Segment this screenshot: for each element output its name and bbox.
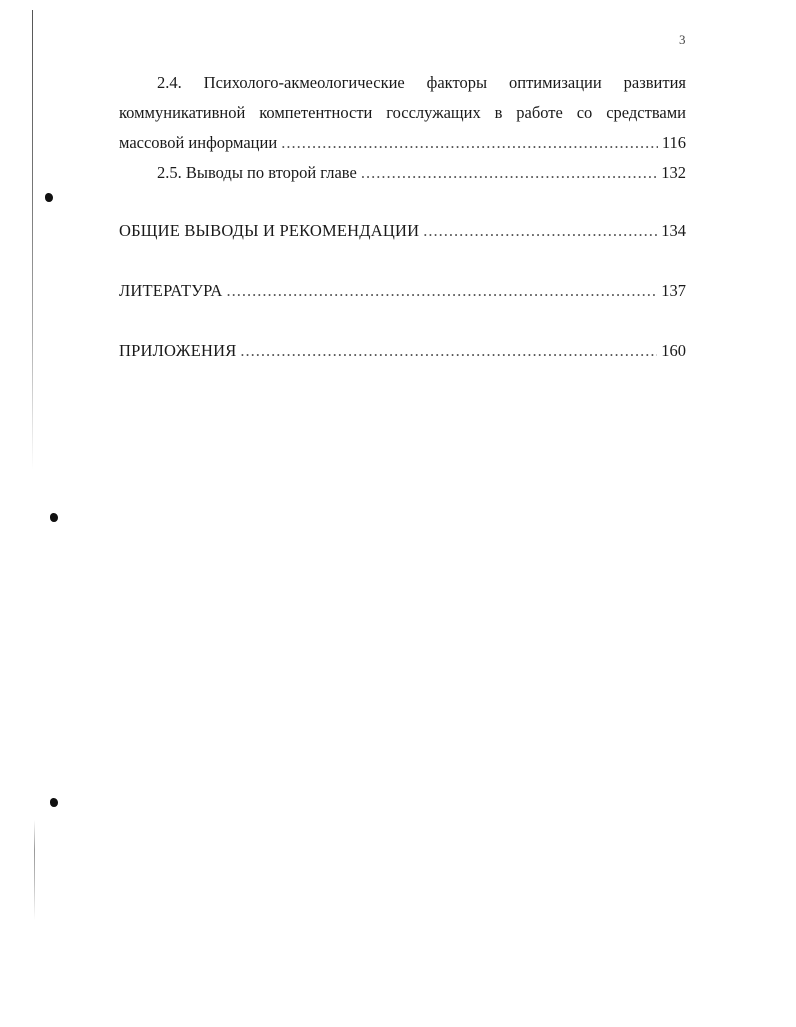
table-of-contents [119, 68, 686, 366]
toc-entry-line [119, 216, 686, 246]
toc-entry-text-line: коммуникативной компетентности госслужащих в работе со средствами [119, 103, 686, 122]
toc-entry-line [119, 276, 686, 306]
binding-hole-mark [50, 513, 58, 522]
dot-leader [361, 158, 657, 188]
toc-entry-general-conclusions [119, 216, 686, 246]
toc-entry-2-5 [119, 158, 686, 188]
toc-entry-literature [119, 276, 686, 306]
dot-leader [281, 128, 658, 158]
toc-page-number: 160 [661, 341, 686, 360]
toc-entry-title: ЛИТЕРАТУРА [119, 281, 223, 300]
toc-page-number: 116 [661, 133, 686, 152]
toc-entry-title: 2.5. Выводы по второй главе [157, 163, 357, 182]
toc-entry-2-4 [119, 68, 686, 158]
scan-margin-line [32, 10, 33, 470]
toc-page-number: 137 [661, 281, 686, 300]
scan-margin-line [34, 820, 35, 920]
page-number: 3 [679, 32, 686, 47]
toc-entry-line [119, 336, 686, 366]
toc-entry-title: ПРИЛОЖЕНИЯ [119, 341, 237, 360]
toc-entry-last-line [119, 128, 686, 158]
toc-entry-text-line: массовой информации [119, 133, 278, 152]
toc-entry-title: ОБЩИЕ ВЫВОДЫ И РЕКОМЕНДАЦИИ [119, 221, 420, 240]
binding-hole-mark [45, 193, 53, 202]
toc-entry-line [119, 158, 686, 188]
toc-page-number: 132 [661, 163, 686, 182]
toc-entry-appendices [119, 336, 686, 366]
dot-leader [423, 216, 657, 246]
dot-leader [240, 336, 657, 366]
binding-hole-mark [50, 798, 58, 807]
toc-page-number: 134 [661, 221, 686, 240]
dot-leader [227, 276, 658, 306]
toc-entry-text-line: 2.4. Психолого-акмеологические факторы оптимизации развития [157, 73, 686, 92]
